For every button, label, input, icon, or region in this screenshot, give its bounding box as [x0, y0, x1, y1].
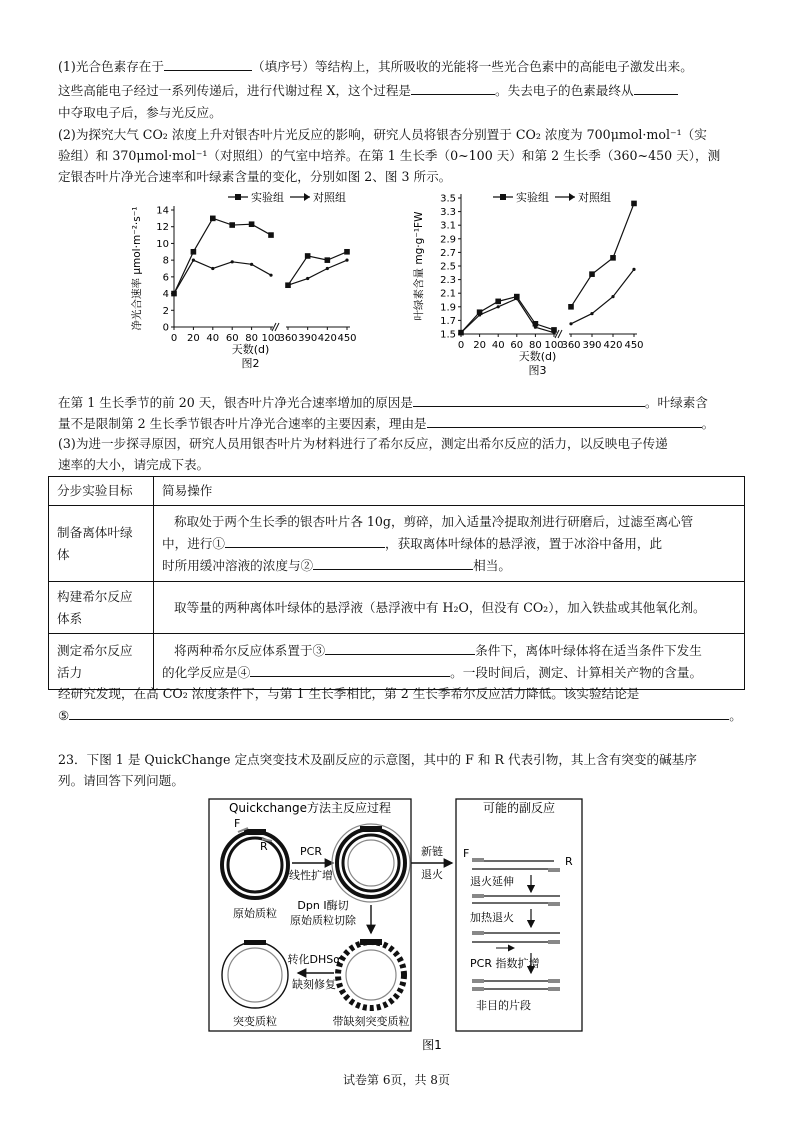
- q1-line-3: 中夺取电子后，参与光反应。: [58, 105, 222, 120]
- svg-text:退火延伸: 退火延伸: [470, 875, 514, 888]
- table-row: 构建希尔反应 体系 取等量的两种离体叶绿体的悬浮液（悬浮液中有 H₂O，但没有 CO₂），加入铁盐或其他氧化剂。: [49, 582, 745, 634]
- data-point-control: [306, 277, 309, 280]
- y-tick-label: 1.5: [440, 329, 456, 341]
- x-tick-label: 20: [473, 340, 486, 351]
- series-line: [174, 260, 271, 293]
- q23-line-1: 23．下图 1 是 QuickChange 定点突变技术及副反应的示意图，其中的 F 和 R 代表引物，其上含有突变的碱基序: [58, 752, 697, 767]
- x-tick-label: 60: [225, 333, 239, 344]
- y-tick-label: 0: [162, 322, 169, 334]
- svg-text:R: R: [565, 855, 573, 868]
- data-point-experimental: [344, 249, 350, 255]
- data-point-control: [326, 267, 329, 270]
- experiment-table: [48, 476, 745, 690]
- series-line: [461, 297, 554, 333]
- table-header-operation: 简易操作: [154, 477, 745, 506]
- data-point-experimental: [268, 232, 274, 238]
- svg-text:F: F: [234, 817, 241, 830]
- q1-line-2: 这些高能电子经过一系列传递后，进行代谢过程 X，这个过程是 。失去电子的色素最终从: [58, 80, 678, 101]
- y-tick-label: 3.3: [440, 207, 456, 219]
- svg-text:非目的片段: 非目的片段: [476, 999, 531, 1012]
- x-tick-label: 360: [561, 340, 581, 351]
- y-tick-label: 2.1: [440, 288, 456, 300]
- series-line: [461, 299, 554, 333]
- y-tick-label: 10: [156, 238, 169, 250]
- pcr-product-plasmid: [332, 824, 410, 902]
- data-point-control: [250, 263, 253, 266]
- x-tick-label: 40: [206, 333, 220, 344]
- y-tick-label: 1.9: [440, 302, 456, 314]
- legend-marker-diamond: [304, 193, 310, 201]
- series-line: [571, 203, 634, 306]
- x-tick-label: 0: [457, 340, 465, 351]
- original-plasmid: [222, 828, 288, 898]
- svg-text:突变质粒: 突变质粒: [233, 1015, 277, 1028]
- svg-text:R: R: [260, 840, 268, 853]
- svg-text:新链: 新链: [421, 845, 443, 858]
- page-footer: 试卷第 6页，共 8页: [343, 1073, 450, 1087]
- data-point-experimental: [305, 253, 311, 259]
- data-point-control: [497, 305, 500, 308]
- x-tick-label: 100: [544, 340, 564, 351]
- svg-text:缺刻修复: 缺刻修复: [292, 978, 336, 991]
- svg-text:线性扩增: 线性扩增: [289, 869, 333, 882]
- x-tick-label: 60: [510, 340, 524, 351]
- data-point-control: [552, 331, 555, 334]
- data-point-control: [590, 312, 593, 315]
- answer-blank-1[interactable]: [225, 533, 385, 548]
- figure-1-diagram: [208, 795, 588, 1057]
- x-tick-label: 20: [187, 333, 200, 344]
- y-tick-label: 1.7: [440, 315, 456, 327]
- legend-label: 对照组: [313, 191, 346, 204]
- x-tick-label: 80: [245, 333, 258, 344]
- data-point-control: [515, 297, 518, 300]
- legend-marker-square: [235, 194, 241, 200]
- data-point-experimental: [229, 222, 235, 228]
- x-tick-label: 390: [298, 333, 318, 344]
- legend-label: 对照组: [578, 191, 611, 204]
- x-tick-label: 450: [624, 340, 644, 351]
- svg-text:Dpn Ⅰ酶切: Dpn Ⅰ酶切: [297, 899, 349, 912]
- y-tick-label: 14: [156, 205, 169, 217]
- table-row: 制备离体叶绿 体 称取处于两个生长季的银杏叶片各 10g，剪碎，加入适量冷提取剂进行研磨后，过滤至离心管 中，进行① ，获取离体叶绿体的悬浮液，置于冰浴中备用，此 时所用缓冲溶液的浓度与② 相当。: [49, 506, 745, 582]
- svg-text:退火: 退火: [421, 868, 443, 881]
- chart-caption: 图3: [528, 364, 547, 377]
- y-tick-label: 3.1: [440, 220, 456, 232]
- table-row: 测定希尔反应 活力 将两种希尔反应体系置于③ 条件下，离体叶绿体将在适当条件下发生 的化学反应是④ 。一段时间后，测定、计算相关产物的含量。: [49, 634, 745, 690]
- data-point-control: [345, 259, 348, 262]
- answer-blank[interactable]: [411, 80, 495, 95]
- answer-blank-2[interactable]: [313, 555, 473, 570]
- legend-label: 实验组: [251, 191, 284, 204]
- x-tick-label: 420: [317, 333, 337, 344]
- data-point-experimental: [568, 304, 574, 310]
- svg-text:F: F: [463, 847, 470, 860]
- q23-line-2: 列。请回答下列问题。: [58, 773, 184, 788]
- table-header-goal: 分步实验目标: [49, 477, 154, 506]
- data-point-control: [611, 295, 614, 298]
- y-tick-label: 2.9: [440, 234, 456, 246]
- answer-blank[interactable]: [427, 413, 702, 428]
- data-point-experimental: [610, 255, 616, 261]
- x-tick-label: 80: [529, 340, 542, 351]
- data-point-experimental: [191, 249, 197, 255]
- q2-line-1: (2)为探究大气 CO₂ 浓度上升对银杏叶片光反应的影响，研究人员将银杏分别置于 CO₂ 浓度为 700μmol·mol⁻¹（实: [58, 127, 707, 142]
- data-point-experimental: [249, 221, 255, 227]
- y-tick-label: 3.5: [440, 193, 456, 205]
- main-reaction-title: Quickchange方法主反应过程: [228, 801, 392, 815]
- svg-text:PCR 指数扩增: PCR 指数扩增: [470, 957, 540, 970]
- x-axis-label: 天数(d): [231, 343, 270, 356]
- y-tick-label: 2.3: [440, 275, 456, 287]
- figure-1-caption: 图1: [422, 1038, 442, 1052]
- chart-caption: 图2: [241, 357, 260, 370]
- answer-blank-4[interactable]: [250, 662, 450, 677]
- data-point-experimental: [589, 271, 595, 277]
- x-tick-label: 100: [261, 333, 281, 344]
- svg-text:加热退火: 加热退火: [470, 911, 514, 924]
- svg-text:PCR: PCR: [300, 845, 322, 858]
- series-line: [571, 269, 634, 323]
- q3-line-1: (3)为进一步探寻原因，研究人员用银杏叶片为材料进行了希尔反应，测定出希尔反应的活力，以反映电子传递: [58, 436, 668, 451]
- x-axis-label: 天数(d): [518, 350, 557, 363]
- y-axis-label: 叶绿素含量 mg·g⁻¹FW: [413, 211, 425, 321]
- data-point-control: [286, 284, 289, 287]
- y-tick-label: 4: [162, 289, 169, 301]
- data-point-control: [478, 313, 481, 316]
- q2-question-line-2: 量不是限制第 2 生长季节银杏叶片净光合速率的主要因素，理由是 。: [58, 413, 714, 434]
- data-point-experimental: [631, 201, 637, 207]
- q3-line-2: 速率的大小，请完成下表。: [58, 457, 210, 472]
- data-point-control: [211, 267, 214, 270]
- conclusion-line-2: ⑤ 。: [58, 705, 742, 726]
- conclusion-line-1: 经研究发现，在高 CO₂ 浓度条件下，与第 1 生长季相比，第 2 生长季希尔反应活力降低。该实验结论是: [58, 686, 640, 701]
- data-point-control: [569, 322, 572, 325]
- x-tick-label: 360: [278, 333, 298, 344]
- svg-text:转化DHSα: 转化DHSα: [287, 953, 341, 966]
- y-axis-label: 净光合速率 μmol·m⁻²·s⁻¹: [131, 206, 143, 331]
- y-tick-label: 2.5: [440, 261, 456, 273]
- y-tick-label: 2.7: [440, 247, 456, 259]
- data-point-control: [192, 259, 195, 262]
- data-point-control: [231, 260, 234, 263]
- q2-line-3: 定银杏叶片净光合速率和叶绿素含量的变化，分别如图 2、图 3 所示。: [58, 169, 452, 184]
- answer-blank[interactable]: [413, 392, 645, 407]
- x-tick-label: 0: [170, 333, 178, 344]
- data-point-control: [459, 331, 462, 334]
- data-point-control: [632, 268, 635, 271]
- series-line: [288, 252, 347, 285]
- figure-3-chart: [408, 186, 648, 384]
- svg-text:原始质粒切除: 原始质粒切除: [290, 914, 356, 927]
- q2-question-line-1: 在第 1 生长季节的前 20 天，银杏叶片净光合速率增加的原因是 。叶绿素含: [58, 392, 708, 413]
- data-point-control: [534, 326, 537, 329]
- x-tick-label: 390: [582, 340, 602, 351]
- data-point-control: [269, 274, 272, 277]
- x-tick-label: 40: [491, 340, 505, 351]
- x-tick-label: 450: [337, 333, 357, 344]
- nicked-mutant-plasmid: [338, 939, 404, 1008]
- side-reaction-steps: [463, 847, 573, 1012]
- legend-marker-square: [500, 194, 506, 200]
- x-tick-label: 420: [603, 340, 623, 351]
- answer-blank[interactable]: [634, 80, 678, 95]
- svg-text:可能的副反应: 可能的副反应: [482, 801, 556, 815]
- data-point-experimental: [210, 216, 216, 222]
- data-point-experimental: [495, 299, 501, 305]
- y-tick-label: 12: [156, 222, 169, 234]
- svg-text:原始质粒: 原始质粒: [233, 907, 277, 920]
- q1-line-1: (1)光合色素存在于 （填序号）等结构上，其所吸收的光能将一些光合色素中的高能电子激发出来。: [58, 56, 693, 77]
- legend-marker-diamond: [569, 193, 575, 201]
- q2-line-2: 验组）和 370μmol·mol⁻¹（对照组）的气室中培养。在第 1 生长季（0~100 天）和第 2 生长季（360~450 天），测: [58, 148, 721, 163]
- answer-blank[interactable]: [164, 56, 252, 71]
- data-point-experimental: [325, 257, 331, 263]
- y-tick-label: 6: [162, 272, 169, 284]
- y-tick-label: 8: [162, 255, 169, 267]
- series-line: [174, 218, 271, 293]
- answer-blank-5[interactable]: [69, 705, 729, 720]
- data-point-control: [172, 292, 175, 295]
- figure-2-chart: [128, 186, 360, 384]
- legend-label: 实验组: [516, 191, 549, 204]
- answer-blank-3[interactable]: [325, 640, 475, 655]
- mutant-plasmid: [222, 940, 288, 1008]
- y-tick-label: 2: [162, 305, 169, 317]
- svg-text:带缺刻突变质粒: 带缺刻突变质粒: [332, 1015, 410, 1028]
